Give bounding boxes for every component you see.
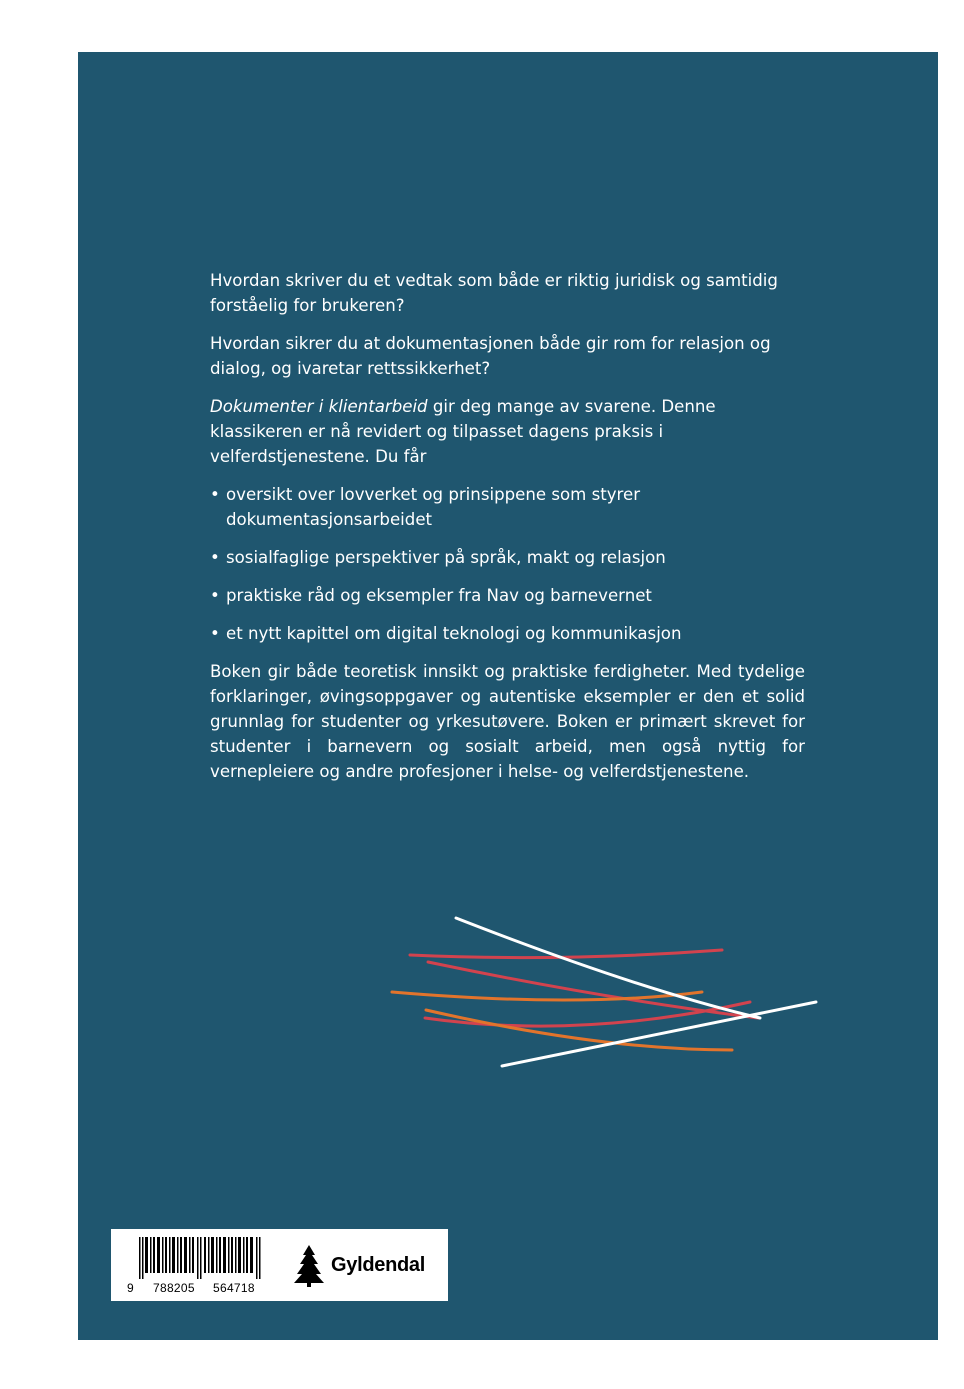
list-item: • sosialfaglige perspektiver på språk, makt og relasjon xyxy=(210,545,805,570)
list-item: • oversikt over lovverket og prinsippene som styrer dokumentasjonsarbeidet xyxy=(210,482,805,532)
closing-paragraph: Boken gir både teoretisk innsikt og praktiske ferdigheter. Med tydelige forklaringer, øvingsoppgaver og autentiske eksempler er den et solid grunnlag for studenter og yrkesutøvere. Boken er primært skrevet for studenter i barnevern og sosialt arbeid, men også nyttig for vernepleiere og andre profesjoner i helse- og velferdstjenestene. xyxy=(210,662,805,781)
bullet-icon: • xyxy=(210,548,220,567)
blurb xyxy=(210,268,805,797)
book-title: Dokumenter i klientarbeid xyxy=(210,397,428,416)
bullet-icon: • xyxy=(210,586,220,605)
publisher-logo xyxy=(291,1243,425,1287)
intro xyxy=(210,394,805,469)
tree-icon xyxy=(291,1243,327,1287)
list-item: • et nytt kapittel om digital teknologi og kommunikasjon xyxy=(210,621,805,646)
decorative-lines xyxy=(380,910,830,1080)
bullet-list xyxy=(210,482,805,646)
intro-text: gir deg mange av svarene. Denne klassikeren er nå revidert og tilpasset dagens praksis i velferdstjenestene. Du får xyxy=(210,397,716,466)
isbn-prefix: 9 xyxy=(127,1281,134,1295)
question-2: Hvordan sikrer du at dokumentasjonen både gir rom for relasjon og dialog, og ivaretar rettssikkerhet? xyxy=(210,334,771,378)
publisher-name: Gyldendal xyxy=(331,1253,425,1276)
isbn-group-1: 788205 xyxy=(153,1281,195,1295)
bullet-icon: • xyxy=(210,485,220,504)
question-1: Hvordan skriver du et vedtak som både er riktig juridisk og samtidig forståelig for brukeren? xyxy=(210,271,778,315)
bullet-icon: • xyxy=(210,624,220,643)
isbn-group-2: 564718 xyxy=(213,1281,255,1295)
list-item: • praktiske råd og eksempler fra Nav og barnevernet xyxy=(210,583,805,608)
barcode-icon xyxy=(125,1237,275,1279)
barcode-panel xyxy=(111,1229,448,1301)
